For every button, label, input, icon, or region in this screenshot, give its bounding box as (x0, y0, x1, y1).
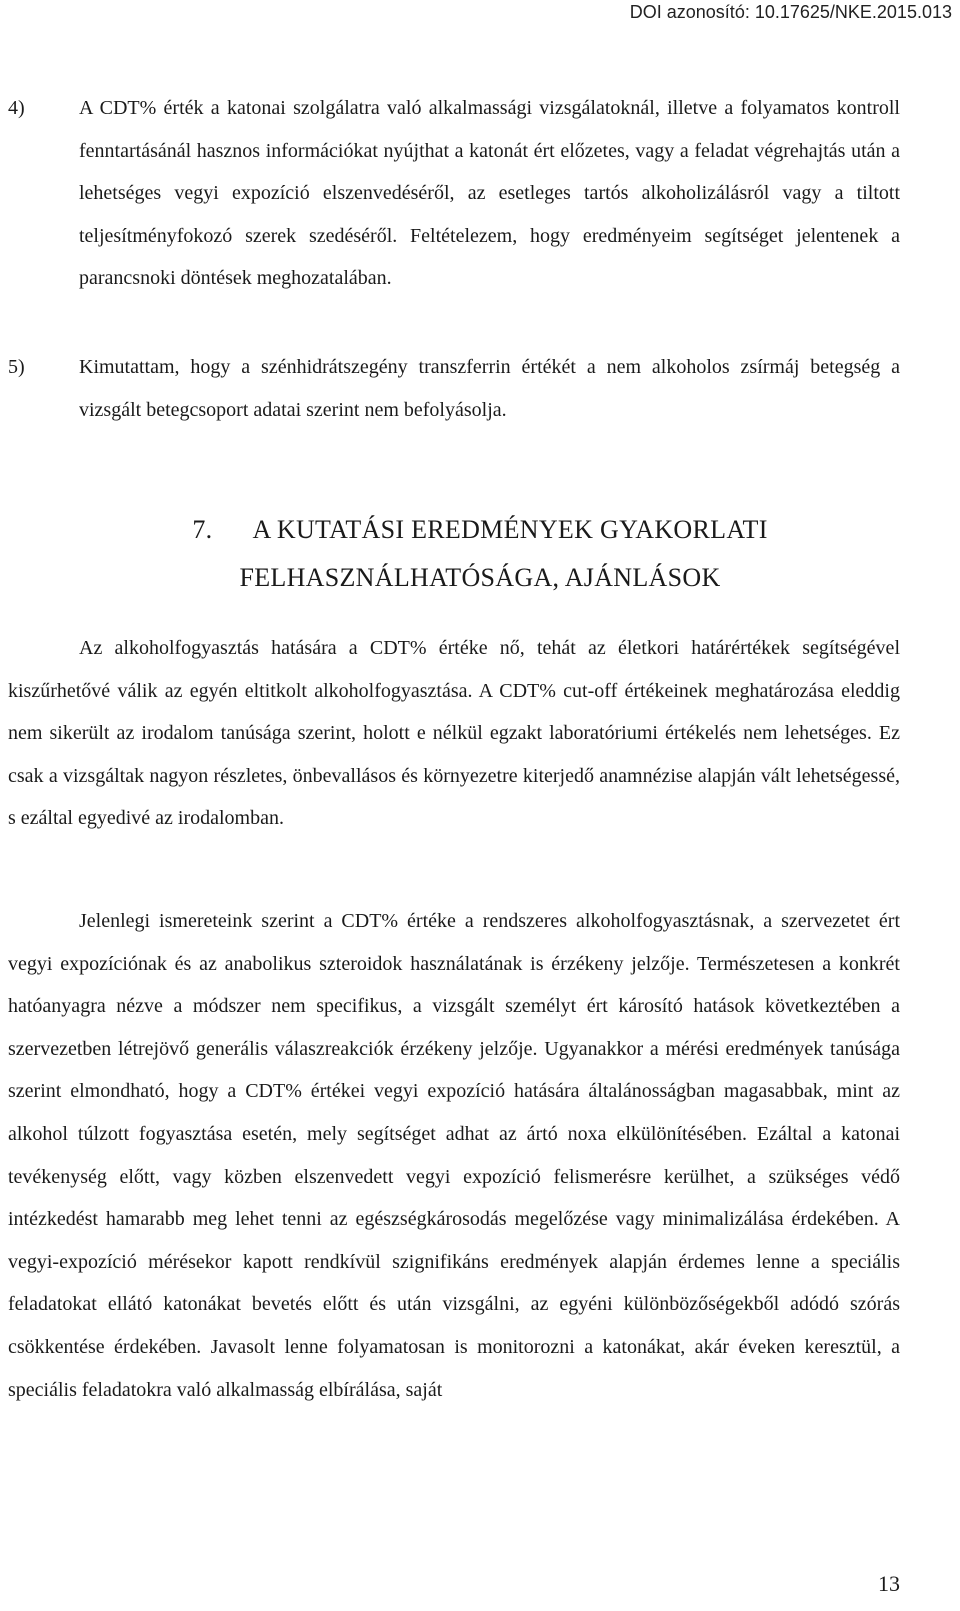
page-number: 13 (878, 1571, 900, 1596)
list-item-text: A CDT% érték a katonai szolgálatra való alkalmassági vizsgálatoknál, illetve a folyamatos kontroll fenntartásánál hasznos információkat nyújthat a katonát ért előzetes, vagy a feladat végrehajtás után a lehetséges vegyi expozíció elszenvedéséről, az esetleges tartós alkoholizálásról vagy a tiltott teljesítményfokozó szerek szedéséről. Feltételezem, hogy eredményeim segítséget jelentenek a parancsnoki döntések meghozatalában. (79, 97, 900, 289)
section-heading (0, 506, 960, 602)
list-item-text: Kimutattam, hogy a szénhidrátszegény transzferrin értékét a nem alkoholos zsírmáj betegség a vizsgált betegcsoport adatai szerint nem befolyásolja. (79, 356, 900, 421)
list-item-number: 5) (8, 356, 25, 378)
paragraph-1: Az alkoholfogyasztás hatására a CDT% értéke nő, tehát az életkori határértékek segítségével kiszűrhetővé válik az egyén eltitkolt alkoholfogyasztása. A CDT% cut-off értékeinek meghatározása eleddig nem sikerült az irodalom tanúsága szerint, holott e nélkül egzakt laboratóriumi értékelés nem lehetséges. Ez csak a vizsgáltak nagyon részletes, önbevallásos és környezetre kiterjedő anamnézise alapján vált lehetségessé, s ezáltal egyedivé az irodalomban. (8, 637, 900, 830)
list-item-4 (8, 87, 900, 300)
section-title-line2: FELHASZNÁLHATÓSÁGA, AJÁNLÁSOK (239, 563, 721, 592)
list-item-5 (8, 346, 900, 431)
list-item-number: 4) (8, 97, 25, 119)
section-title-line1: A KUTATÁSI EREDMÉNYEK GYAKORLATI (252, 515, 768, 544)
section-number: 7. (192, 515, 213, 544)
paragraph-2: Jelenlegi ismereteink szerint a CDT% értéke a rendszeres alkoholfogyasztásnak, a szervezetet ért vegyi expozíciónak és az anabolikus szteroidok használatának is érzékeny jelzője. Természetesen a konkrét hatóanyagra nézve a módszer nem specifikus, a vizsgált személyt ért károsító hatások következtében a szervezetben létrejövő generális válaszreakciók érzékeny jelzője. Ugyanakkor a mérési eredmények tanúsága szerint elmondható, hogy a CDT% értékei vegyi expozíció hatására általánosságban magasabbak, mint az alkohol túlzott fogyasztása esetén, mely segítséget adhat az ártó noxa elkülönítésében. Ezáltal a katonai tevékenység előtt, vagy közben elszenvedett vegyi expozíció felismerésre kerülhet, a szükséges védő intézkedést hamarabb meg lehet tenni az egészségkárosodás megelőzése vagy minimalizálása érdekében. A vegyi-expozíció mérésekor kapott rendkívül szignifikáns eredmények alapján érdemes lenne a speciális feladatokat ellátó katonákat bevetés előtt és után vizsgálni, az egyéni különbözőségekből adódó szórás csökkentése érdekében. Javasolt lenne folyamatosan is monitorozni a katonákat, akár éveken keresztül, a speciális feladatokra való alkalmasság elbírálása, saját (8, 910, 900, 1401)
doi-identifier: DOI azonosító: 10.17625/NKE.2015.013 (629, 2, 952, 22)
